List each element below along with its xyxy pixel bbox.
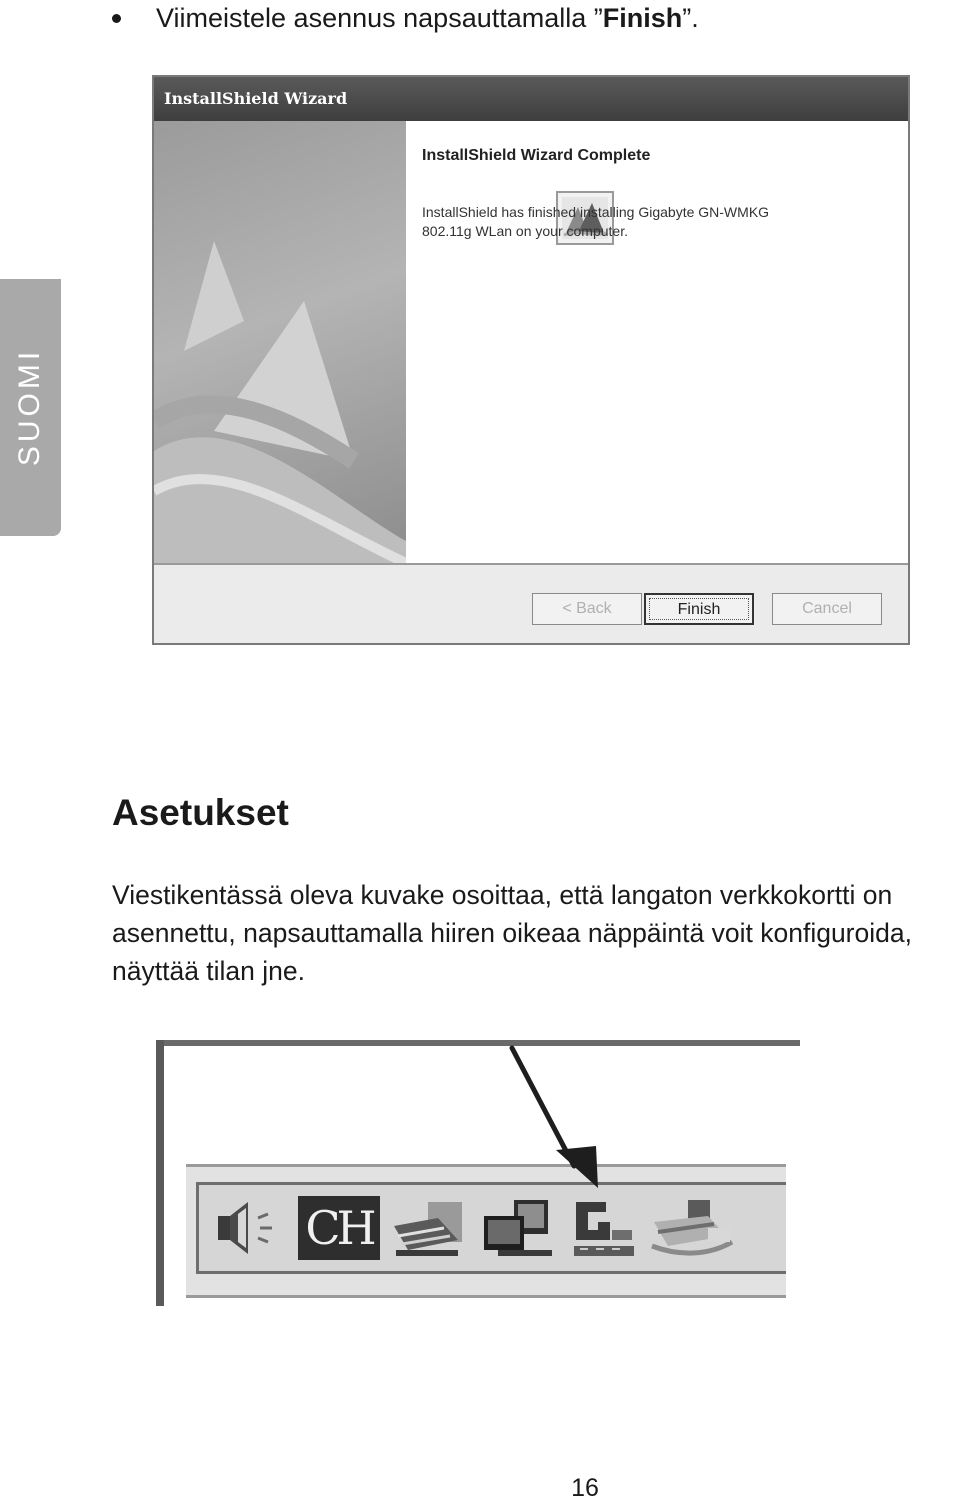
instruction-text-end: ”. [682,3,699,33]
paragraph-line-3: näyttää tilan jne. [112,956,305,986]
paragraph-line-2: asennettu, napsauttamalla hiiren oikeaa näppäintä voit konfiguroida, [112,918,912,948]
instruction-text [156,2,699,34]
wizard-content-panel [406,121,908,563]
finish-button[interactable]: Finish [644,593,754,625]
installshield-wizard-screenshot [152,75,910,645]
wizard-button-bar [154,563,908,645]
wizard-message-line-1: InstallShield has finished installing Gigabyte GN-WMKG [422,204,770,220]
wizard-sail-graphic [154,121,406,563]
language-side-tab [0,279,61,536]
language-indicator[interactable]: CH [298,1196,380,1260]
wizard-title-bar [154,77,908,121]
wizard-title: InstallShield Wizard [164,89,348,108]
wizard-side-graphic [154,121,406,563]
back-button[interactable]: < Back [532,593,642,625]
paragraph-line-1: Viestikentässä oleva kuvake osoittaa, että langaton verkkokortti on [112,880,893,910]
instruction-bold-finish: Finish [602,3,683,33]
cancel-button[interactable]: Cancel [772,593,882,625]
instruction-text-start: Viimeistele asennus napsauttamalla ” [156,3,603,33]
wizard-message [422,203,769,241]
section-paragraph [112,876,957,990]
pointer-arrow [156,1036,800,1306]
wizard-complete-heading: InstallShield Wizard Complete [422,147,651,164]
page-number: 16 [571,1474,599,1502]
section-heading: Asetukset [112,792,289,833]
bullet-dot [112,14,121,23]
system-tray-screenshot [156,1036,800,1306]
language-tab-label: SUOMI [13,347,46,467]
wizard-message-line-2: 802.11g WLan on your computer. [422,223,628,239]
